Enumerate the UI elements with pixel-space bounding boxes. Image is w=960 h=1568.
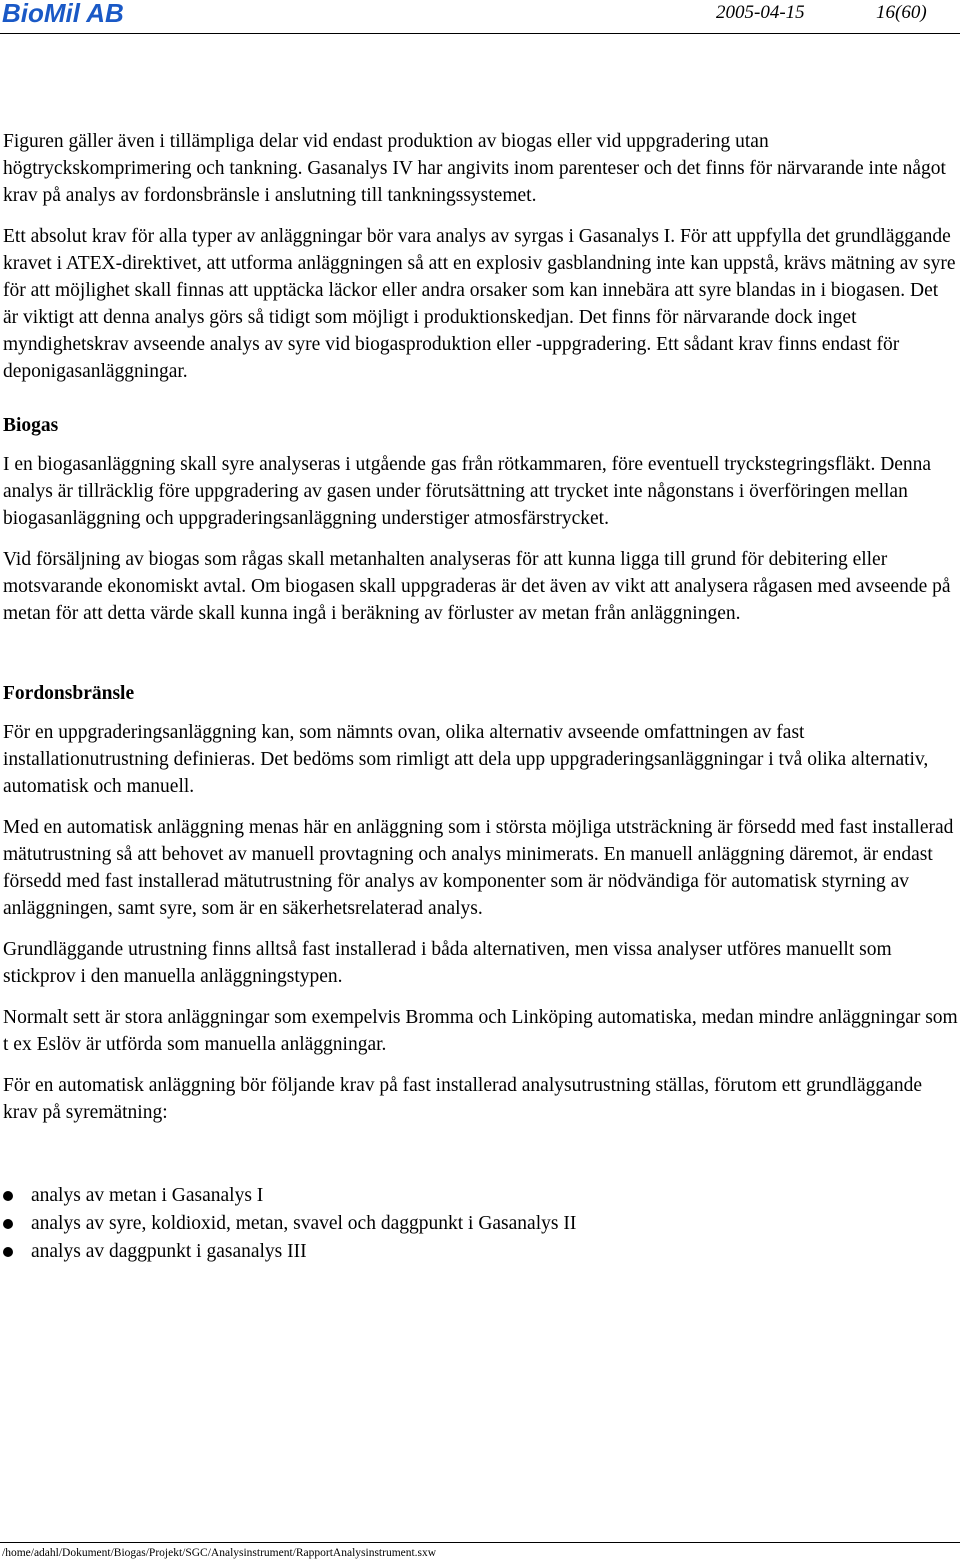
paragraph: Normalt sett är stora anläggningar som exempelvis Bromma och Linköping automatiska, medan mindre anläggningar som t ex Eslöv är utförda som manuella anläggningar. (3, 1007, 958, 1055)
document-body (3, 128, 958, 1266)
bullet-icon (3, 1219, 13, 1229)
page-header (0, 0, 960, 34)
bullet-icon (3, 1247, 13, 1257)
list-item (3, 1182, 958, 1210)
bullet-icon (3, 1191, 13, 1201)
paragraph: I en biogasanläggning skall syre analyseras i utgående gas från rötkammaren, före eventuell tryckstegringsfläkt. Denna analys är tillräcklig före uppgradering av gasen under förutsättning att trycket inte någonstans i överföringen mellan biogasanläggning och uppgraderingsanläggning understiger atmosfärstrycket. (3, 454, 932, 529)
paragraph: För en uppgraderingsanläggning kan, som nämnts ovan, olika alternativ avseende omfattningen av fast installationutrustning definieras. Det bedöms som rimligt att dela upp uppgraderingsanläggningar i två olika alternativ, automatisk och manuell. (3, 722, 929, 797)
section-heading-biogas: Biogas (3, 415, 59, 436)
file-path: /home/adahl/Dokument/Biogas/Projekt/SGC/Analysinstrument/RapportAnalysinstrument.sxw (2, 1547, 437, 1559)
list-item-text: analys av metan i Gasanalys I (31, 1185, 264, 1206)
paragraph: Figuren gäller även i tillämpliga delar vid endast produktion av biogas eller vid uppgradering utan högtryckskomprimering och tankning. Gasanalys IV har angivits inom parenteser och det finns för närvarande inte något krav på analys av fordonsbränsle i anslutning till tankningssystemet. (3, 131, 946, 206)
list-item (3, 1210, 958, 1238)
requirement-list (3, 1182, 958, 1266)
header-divider (0, 33, 960, 34)
section-heading-fordonsbransle: Fordonsbränsle (3, 683, 135, 704)
paragraph: Ett absolut krav för alla typer av anläggningar bör vara analys av syrgas i Gasanalys I. För att uppfylla det grundläggande kravet i ATEX-direktivet, att utforma anläggningen så att en explosiv gasblandning inte kan uppstå, krävs mätning av syre för att möjlighet skall finnas att upptäcka läckor eller andra orsaker som kan innebära att syre blandas in i biogasen. Det är viktigt att denna analys görs så tidigt som möjligt i produktionskedjan. Det finns för närvarande dock inget myndighetskrav avseende analys av syre vid biogasproduktion eller -uppgradering. Ett sådant krav finns endast för deponigasanläggningar. (3, 226, 956, 382)
header-date: 2005-04-15 (716, 2, 805, 23)
paragraph: Grundläggande utrustning finns alltså fast installerad i båda alternativen, men vissa analyser utföres manuellt som stickprov i den manuella anläggningstypen. (3, 939, 892, 987)
company-logo: BioMil AB (2, 0, 124, 28)
list-item-text: analys av syre, koldioxid, metan, svavel och daggpunkt i Gasanalys II (31, 1213, 577, 1234)
page-number: 16(60) (876, 2, 927, 23)
paragraph: Vid försäljning av biogas som rågas skall metanhalten analyseras för att kunna ligga till grund för debitering eller motsvarande ekonomiskt avtal. Om biogasen skall uppgraderas är det även av vikt att analysera rågasen med avseende på metan för att detta värde skall kunna ingå i beräkning av förluster av metan från anläggningen. (3, 549, 951, 624)
list-item-text: analys av daggpunkt i gasanalys III (31, 1241, 307, 1262)
paragraph: Med en automatisk anläggning menas här en anläggning som i största möjliga utsträckning är försedd med fast installerad mätutrustning så att behovet av manuell provtagning och analys minimerats. En manuell anläggning däremot, är endast försedd med fast installerad mätutrustning för analys av komponenter som är nödvändiga för automatisk styrning av anläggningen, samt syre, som är en säkerhetsrelaterad analys. (3, 817, 954, 919)
page-footer (0, 1542, 960, 1563)
list-item (3, 1238, 958, 1266)
paragraph: För en automatisk anläggning bör följande krav på fast installerad analysutrustning ställas, förutom ett grundläggande krav på syremätning: (3, 1075, 922, 1123)
